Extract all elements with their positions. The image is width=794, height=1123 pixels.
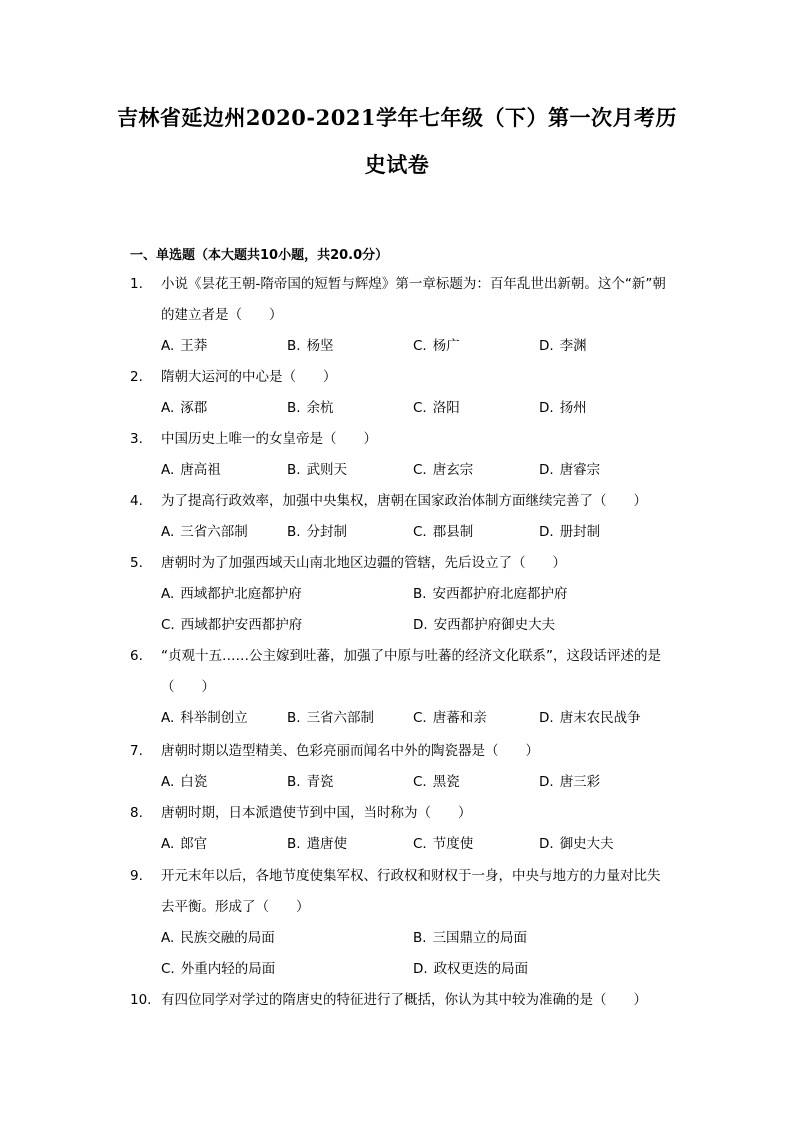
- question-stem: 为了提高行政效率，加强中央集权，唐朝在国家政治体制方面继续完善了（ ）: [161, 493, 647, 509]
- option-c: C. 黑瓷: [413, 774, 460, 790]
- option-b: B. 安西都护府北庭都护府: [413, 586, 568, 602]
- option-d: D. 册封制: [539, 524, 601, 540]
- option-row: [161, 954, 670, 985]
- exam-title-line-2: 史试卷: [364, 152, 430, 177]
- question-stem: 中国历史上唯一的女皇帝是（ ）: [161, 431, 377, 447]
- question-3: [130, 424, 670, 486]
- exam-title: [100, 94, 694, 188]
- option-row: [161, 393, 670, 424]
- option-b: B. 分封制: [287, 524, 348, 540]
- option-b: B. 武则天: [287, 462, 348, 478]
- question-number: 10.: [130, 992, 152, 1008]
- question-5: [130, 548, 670, 641]
- question-number: 8.: [130, 805, 143, 821]
- question-stem: 有四位同学对学过的隋唐史的特征进行了概括，你认为其中较为准确的是（ ）: [161, 992, 647, 1008]
- section-heading: 一、单选题（本大题共10小题，共20.0分）: [130, 248, 389, 263]
- option-b: B. 遣唐使: [287, 836, 348, 852]
- option-d: D. 唐三彩: [539, 774, 601, 790]
- option-d: D. 扬州: [539, 400, 587, 416]
- option-row: [161, 610, 670, 641]
- option-a: A. 白瓷: [161, 774, 208, 790]
- option-b: B. 杨坚: [287, 338, 334, 354]
- option-row: [161, 517, 670, 548]
- question-stem: “贞观十五……公主嫁到吐蕃，加强了中原与吐蕃的经济文化联系”，这段话评述的是（ ）: [161, 648, 661, 695]
- option-row: [161, 703, 670, 734]
- option-a: A. 三省六部制: [161, 524, 248, 540]
- question-number: 6.: [130, 648, 143, 664]
- question-2: [130, 362, 670, 424]
- option-row: [161, 829, 670, 860]
- option-d: D. 唐睿宗: [539, 462, 601, 478]
- option-c: C. 郡县制: [413, 524, 474, 540]
- option-b: B. 余杭: [287, 400, 334, 416]
- option-c: C. 唐蕃和亲: [413, 710, 487, 726]
- option-d: D. 李渊: [539, 338, 587, 354]
- option-d: D. 唐末农民战争: [539, 710, 641, 726]
- option-a: A. 科举制创立: [161, 710, 248, 726]
- option-c: C. 杨广: [413, 338, 460, 354]
- exam-title-line-1: 吉林省延边州2020-2021学年七年级（下）第一次月考历: [116, 105, 678, 130]
- question-10: [130, 985, 670, 1016]
- option-a: A. 王莽: [161, 338, 208, 354]
- question-6: [130, 641, 670, 734]
- question-9: [130, 861, 670, 985]
- question-stem: 唐朝时期以造型精美、色彩亮丽而闻名中外的陶瓷器是（ ）: [161, 743, 539, 759]
- option-a: A. 西域都护北庭都护府: [161, 586, 302, 602]
- question-stem: 唐朝时为了加强西域天山南北地区边疆的管辖，先后设立了（ ）: [161, 555, 566, 571]
- option-c: C. 唐玄宗: [413, 462, 474, 478]
- question-stem: 隋朝大运河的中心是（ ）: [161, 369, 337, 385]
- option-a: A. 民族交融的局面: [161, 930, 275, 946]
- option-c: C. 节度使: [413, 836, 474, 852]
- option-a: A. 唐高祖: [161, 462, 221, 478]
- option-a: A. 涿郡: [161, 400, 208, 416]
- option-row: [161, 455, 670, 486]
- option-row: [161, 579, 670, 610]
- question-number: 2.: [130, 369, 143, 385]
- question-number: 3.: [130, 431, 143, 447]
- question-number: 1.: [130, 276, 143, 292]
- question-stem: 唐朝时期，日本派遣使节到中国，当时称为（ ）: [161, 805, 472, 821]
- question-number: 5.: [130, 555, 143, 571]
- option-c: C. 外重内轻的局面: [161, 961, 276, 977]
- question-number: 9.: [130, 868, 143, 884]
- option-row: [161, 923, 670, 954]
- question-4: [130, 486, 670, 548]
- question-7: [130, 736, 670, 798]
- question-number: 4.: [130, 493, 143, 509]
- question-1: [130, 269, 670, 362]
- option-b: B. 三国鼎立的局面: [413, 930, 528, 946]
- option-row: [161, 767, 670, 798]
- option-c: C. 洛阳: [413, 400, 460, 416]
- option-c: C. 西域都护安西都护府: [161, 617, 303, 633]
- question-number: 7.: [130, 743, 143, 759]
- option-d: D. 政权更迭的局面: [413, 961, 529, 977]
- option-a: A. 郎官: [161, 836, 208, 852]
- option-b: B. 三省六部制: [287, 710, 375, 726]
- option-d: D. 御史大夫: [539, 836, 614, 852]
- option-b: B. 青瓷: [287, 774, 334, 790]
- option-d: D. 安西都护府御史大夫: [413, 617, 556, 633]
- question-stem: 开元末年以后，各地节度使集军权、行政权和财权于一身，中央与地方的力量对比失去平衡。形成了（ ）: [161, 868, 661, 915]
- question-8: [130, 798, 670, 860]
- option-row: [161, 331, 670, 362]
- question-stem: 小说《昙花王朝-隋帝国的短暂与辉煌》第一章标题为：百年乱世出新朝。这个“新”朝的建立者是（ ）: [161, 276, 666, 323]
